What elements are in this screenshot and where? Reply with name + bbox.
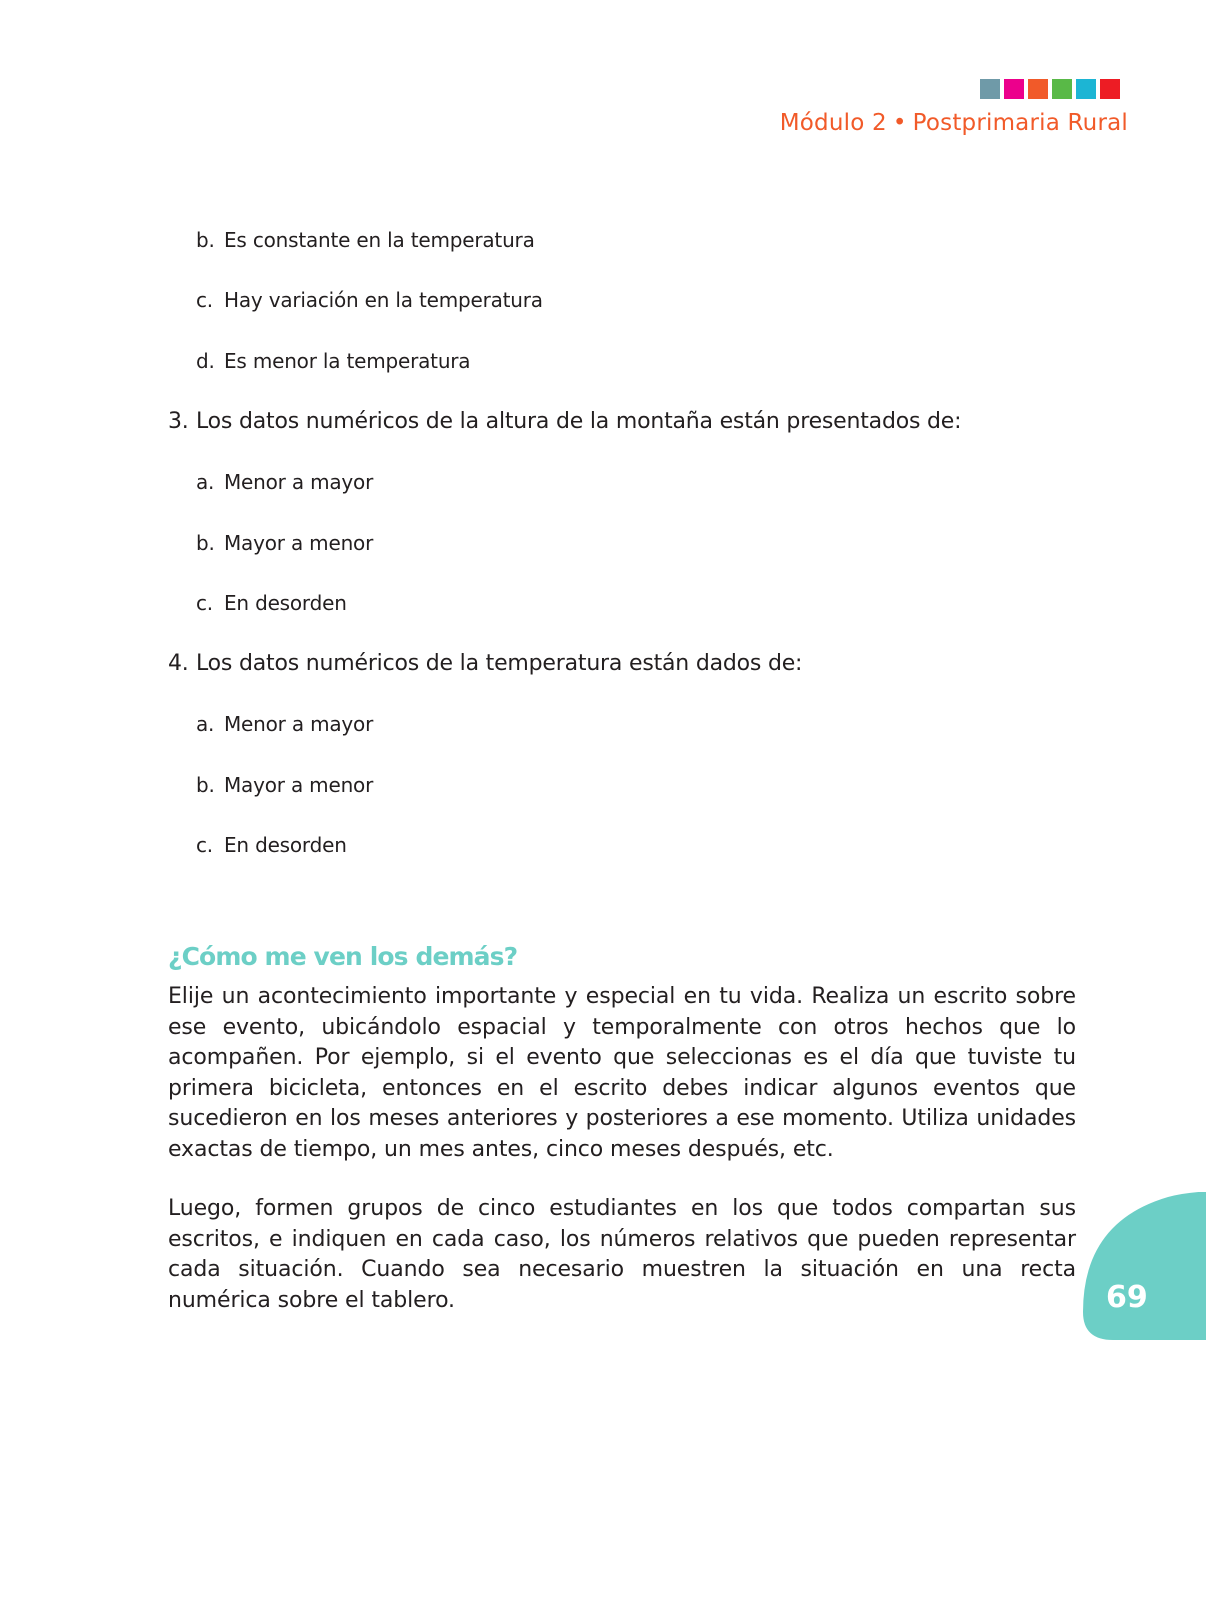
answer-option [196, 228, 535, 252]
option-text: Es constante en la temperatura [224, 228, 535, 252]
color-swatch [1076, 79, 1096, 99]
option-text: Es menor la temperatura [224, 349, 471, 373]
section-title: ¿Cómo me ven los demás? [168, 942, 518, 971]
question [168, 651, 802, 676]
page-tab-shape [1083, 1192, 1206, 1340]
color-swatch [1052, 79, 1072, 99]
answer-option [196, 591, 347, 615]
option-text: Mayor a menor [224, 773, 374, 797]
option-label: b. [196, 773, 215, 797]
program-label: Postprimaria Rural [912, 110, 1128, 136]
option-label: c. [196, 288, 213, 312]
question-number: 3. [168, 409, 189, 434]
answer-option [196, 349, 470, 373]
color-swatch [1100, 79, 1120, 99]
answer-option [196, 712, 373, 736]
option-text: Mayor a menor [224, 531, 374, 555]
color-swatch [1004, 79, 1024, 99]
answer-option [196, 773, 373, 797]
question-number: 4. [168, 651, 189, 676]
option-text: Menor a mayor [224, 470, 374, 494]
option-label: c. [196, 591, 213, 615]
option-label: c. [196, 833, 213, 857]
color-swatch [1028, 79, 1048, 99]
answer-option [196, 531, 373, 555]
page-number: 69 [1106, 1280, 1148, 1315]
answer-option [196, 470, 373, 494]
paragraph: Elije un acontecimiento importante y especial en tu vida. Realiza un escrito sobre ese evento, ubicándolo espacial y temporalmente con otros hechos que lo acompañen. Por ejemplo, si el evento que seleccionas es el día que tuviste tu primera bicicleta, entonces en el escrito debes indicar algunos eventos que sucedieron en los meses anteriores y posteriores a ese momento. Utiliza unidades exactas de tiempo, un mes antes, cinco meses después, etc. [168, 984, 1076, 1162]
color-bar [980, 79, 1120, 99]
answer-option [196, 833, 347, 857]
module-label: Módulo 2 [779, 110, 887, 136]
color-swatch [980, 79, 1000, 99]
option-text: En desorden [224, 833, 347, 857]
header-separator: • [892, 110, 907, 136]
option-text: En desorden [224, 591, 347, 615]
option-text: Menor a mayor [224, 712, 374, 736]
question [168, 409, 961, 434]
module-header [780, 110, 1128, 136]
answer-option [196, 288, 543, 312]
paragraph: Luego, formen grupos de cinco estudiantes en los que todos compartan sus escritos, e indiquen en cada caso, los números relativos que pueden representar cada situación. Cuando sea necesario muestren la situación en una recta numérica sobre el tablero. [168, 1196, 1076, 1313]
option-label: d. [196, 349, 215, 373]
option-label: a. [196, 712, 215, 736]
question-text: Los datos numéricos de la altura de la montaña están presentados de: [196, 409, 962, 434]
option-label: a. [196, 470, 215, 494]
option-label: b. [196, 228, 215, 252]
question-text: Los datos numéricos de la temperatura están dados de: [196, 651, 803, 676]
option-label: b. [196, 531, 215, 555]
option-text: Hay variación en la temperatura [224, 288, 543, 312]
